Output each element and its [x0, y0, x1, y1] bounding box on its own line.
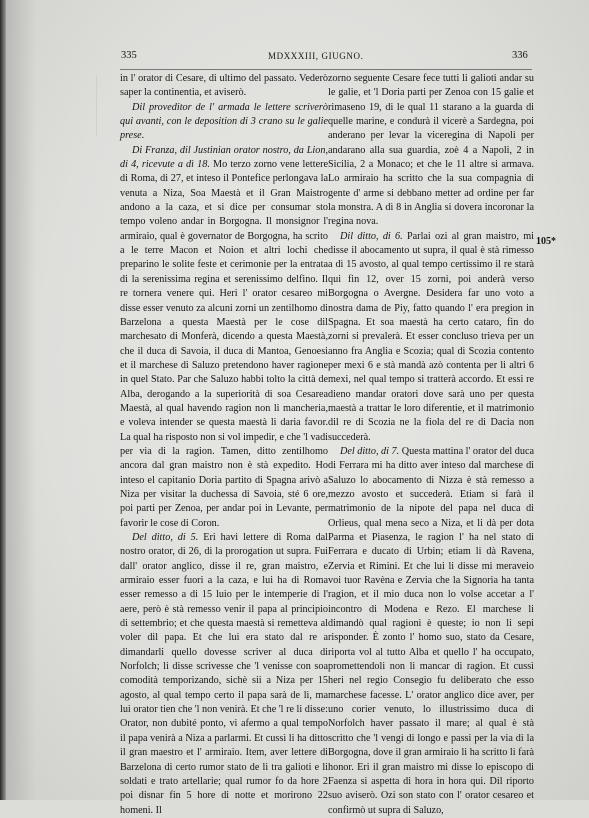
paragraph-lead: Del ditto, di 7.: [340, 445, 400, 457]
paragraph: [120, 72, 328, 101]
left-text-column: [120, 72, 328, 818]
margin-mark: [96, 76, 107, 136]
right-text-column: [328, 72, 534, 818]
running-header: [0, 50, 589, 66]
page-number-left: 335: [121, 50, 137, 61]
header-rule: [120, 69, 532, 70]
paragraph-lead: Di Franza, dil Justinian orator nostro, da Lion, di 4, ricevute a dì 18.: [120, 144, 328, 171]
paragraph-lead: Dil ditto, di 6.: [340, 230, 403, 242]
paragraph: [120, 101, 328, 144]
paragraph-text: Dil proveditor de l' armada le lettere scriverò qui avanti, con le deposition di 3 crano su le galie prese.: [120, 101, 328, 142]
paragraph-text: Parlai ozi al gran maistro, mi disse il abocamento ut supra, il qual è stà rimesso a dì 15 avosto, al qual tempo certissimo il re starà qui fin 12, over 15 zorni, poi anderà verso Borgogna o Avergne. Desidera far uno voto a nostra dama de Piy, fatto quando l' era pregion in Spagna. Et soa maestà ha certo cataro, fin do zorni si prevalerà. Et esser concluso trieva per un anno fra Anglia e Scozia; qual di Scozia contento per mexi 6 e stà mandà azò contenta per li altri 6 mexi, nel qual tempo si tratterà accordo. Et essi re dieno mandar oratori dove sarà uno per questa maestà a trattar le loro diferentie, et il matrimonio dil re di Scozia ne la fiola del re di Dacia non succederà.: [328, 230, 534, 443]
paragraph-text: Questa mattina l' orator del duca di Ferrara mi ha ditto aver inteso dal marchese di Saluzo lo abocamento di Nizza è stà remesso a mezzo avosto et succederà. Etiam si farà il matrimonio de la nipote del papa nel duca di Orlieus, qual mena seco a Niza, et li dà per dota Parma et Piasenza, le ragion l' ha nel stato di Ferrara e ducato di Urbin; etiam li dà Ravena, Zervia et Rimini. Et che lui li disse mi meraveio voi tuor Ravèna e Zervia che la Signoria ha tanta ragion, et il mio duca non lo volse accetar a l' incontro di Modena e Rezo. El marchese li dimandò qual ragioni è queste; io non li sepi risponder. È zonto l' homo suo, stato da Cesare, riporta vol al tutto Alba et quello l' ha occupato, promettendoli non li mancar di ragion. Et cussì heri nel regio Consegio fu deliberato che esso marchese facesse. L' orator anglico dice aver, per uno corier venuto, lo illustrissimo duca di Norfolch haver passato il mare; al qual è stà scritto che 'l vengi di longo e passi per la via di la Borgogna, dove il gran armiraio li ha scritto li farà honor. Eri il gran maistro mi disse lo episcopo di Faenza si aspetta di hora in hora qui. Dil riporto suo aviserò. Ozi son stato con l' orator cesareo et confirmò ut supra di Saluzo,: [328, 445, 535, 816]
paragraph-text: Eri havi lettere di Roma dal nostro orator, di 26, di la prorogation ut supra. Fui dall' orator anglico, disse il re, gran maistro, e armiraio esser fuori a la caza, e lui ha di Roma esser remesso a di 15 luio per le intemperie di l' aere, però è stà remesso venir il papa al principio di settembrio; et che questa maestà si remetteva al voler dil papa. Et che lui era stato dal re a dimandarli quello dovesse scriver al duca di Norfolch; li disse scrivesse che 'l venisse con soa comodità temporizando, sichè sii a Niza per 15 agosto, al qual tempo certo il papa sarà de lì, ma lui orator tien che 'l non venirà. Et che 'l re li disse: Orator, non dubité ponto, vi afermo a qual tempo il papa venirà a Niza a parlarmi. Et cussì li ha ditto il gran maestro et l' armiraio. Item, aver lettere di Barzelona di certo rumor stato de li tra galioti e li soldati e trato artellarie; qual rumor fo da hore 2 poi disnar fin 5 hore di notte et morirono 22 homeni. Il: [120, 532, 329, 816]
paragraph-text: zorno seguente Cesare fece tutti li galioti andar su le galie, et 'l Doria parti per Zenoa con 15 galie et rimaseno 19, di le qual 11 starano a la guarda di quelle marine, e condurà il vicerè a Sardegna, poi anderano per levar la viceregina di Napoli per andarano alla sua guardia, zoè 4 a Napoli, 2 in Sicilia, 2 a Monaco; et che le 11 altre si armava. Lo armiraio ha scritto che la sua compagnia di gente d' arme si debbano metter ad ordine per far la monstra. A dì 8 in Anglia si dovera incoronar la regina nova.: [328, 73, 534, 228]
paragraph: [328, 230, 534, 445]
page-number-right: 336: [512, 50, 528, 61]
paragraph: [328, 445, 534, 818]
paragraph-text: Mo terzo zorno vene lettere di Roma, di 27, et inteso il Pontefice perlongava la venuta a Niza, Soa Maestà et il Gran Maistro andono a la caza, et si dice per consumar sto tempo voleno andar in Borgogna. Il monsignor l' armiraio, qual è governator de Borgogna, ha scrito a le terre Macon et Noion et altri lochi che preparino le solite feste et cerimonie per la entrata di la serenissima regina et serenissimo delfino. Il re tornera venere qui. Heri l' orator cesareo mi disse esser venuto za alcuni zorni un zentilhomo di Barzelona a questa Maestà per le cose dil marchesato di Monferà, dicendo a questa Maestà, che il duca di Savoia, il duca di Mantoa, Genoesi et il marchese di Saluzo pretendono haver ragione in quel Stato. Par che Saluzo habbi tolto la città de Alba, derogando a la superiorità di soa Cesarea Maestà, al qual havendo ragion non li mancheria, e voleva intender se questa maestà li daria favor. La qual ha risposto non si vol impedir, e che 'l vadi per via di la ragion. Tamen, ditto zentilhomo ancora dal gran maistro non è stà expedito. Ho inteso el capitanio Doria partito di Spagna arivò a Niza per visitar la duchessa di Savoia, sté 6 ore, poi parti per Zenoa, per andar poi in Levante, per favorir le cose di Coron.: [120, 159, 329, 529]
paragraph-lead: Del ditto, di 5.: [132, 532, 199, 543]
running-title: MDXXXIII, GIUGNO.: [268, 51, 364, 61]
paragraph: [120, 144, 328, 531]
paragraph: [328, 72, 534, 230]
binding-gradient: [6, 0, 36, 800]
paragraph: [120, 531, 328, 818]
margin-folio-note: 105*: [536, 236, 556, 247]
paragraph-text: in l' orator di Cesare, di ultimo del passato. Vederò saper la continentia, et aviserò.: [120, 73, 328, 99]
